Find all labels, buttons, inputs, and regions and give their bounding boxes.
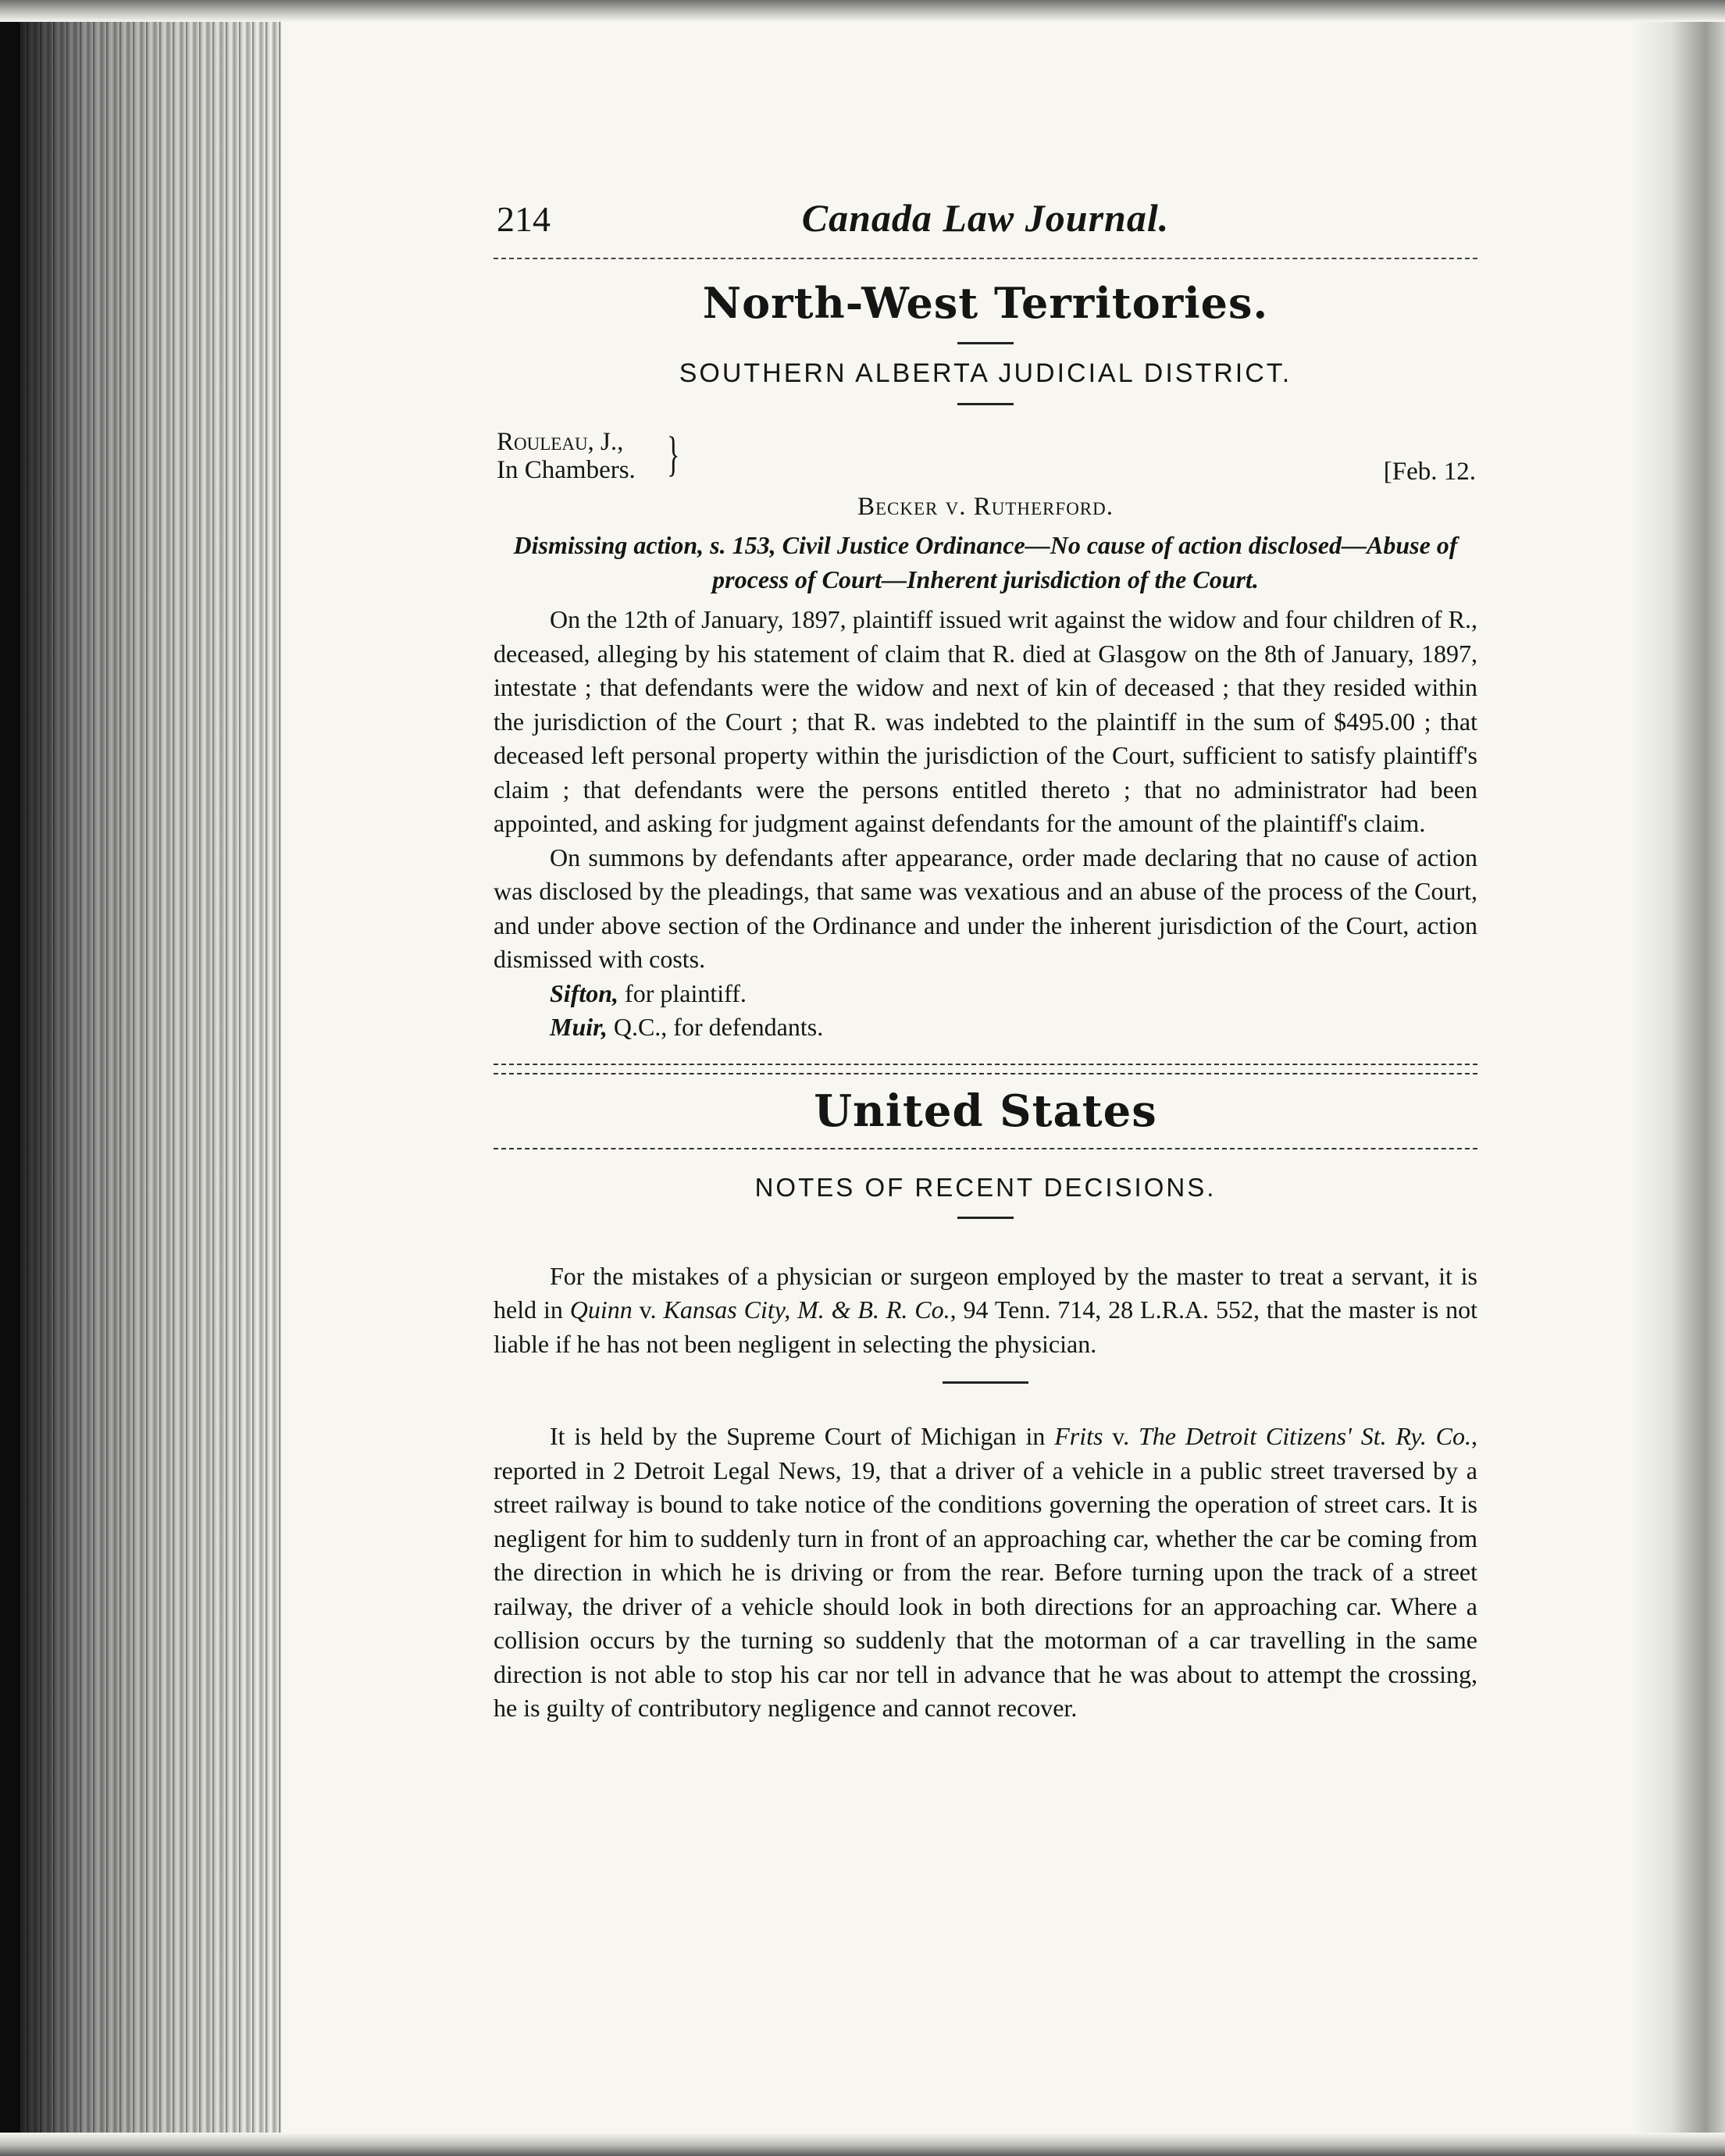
case-name: Becker v. Rutherford.	[857, 493, 1114, 521]
notes-heading: NOTES OF RECENT DECISIONS.	[754, 1172, 1217, 1202]
page-content	[494, 195, 1477, 1726]
divider	[957, 1217, 1014, 1219]
divider	[943, 1381, 1028, 1384]
body-paragraph: On summons by defendants after appearance, order made declaring that no cause of action was disclosed by the pleadings, that same was vexatious and an abuse of the process of the Court, and under above section of the Ordinance and under the inherent jurisdiction of the Court, action dismissed with costs.	[494, 843, 1477, 973]
case-versus: v.	[1103, 1422, 1139, 1450]
book-spine-shadow	[0, 0, 281, 2156]
district-heading: SOUTHERN ALBERTA JUDICIAL DISTRICT.	[679, 358, 1292, 388]
running-head	[494, 195, 1477, 259]
case-party: Frits	[1054, 1422, 1103, 1450]
note-paragraph	[494, 1420, 1477, 1726]
journal-title: Canada Law Journal.	[801, 196, 1170, 240]
spacer	[494, 1233, 1477, 1260]
brace-glyph: }	[667, 428, 680, 481]
note-text: It is held by the Supreme Court of Michigan in	[550, 1422, 1055, 1450]
case-party: The Detroit Citizens' St. Ry. Co.	[1139, 1422, 1471, 1450]
headnote: Dismissing action, s. 153, Civil Justice Ordinance—No cause of action disclosed—Abuse of process of Court—Inherent jurisdiction of the Court.	[513, 531, 1458, 593]
counsel-role: Q.C., for defendants.	[607, 1013, 824, 1041]
page-top-edge	[0, 0, 1725, 22]
section-title-nwt: North-West Territories.	[702, 278, 1269, 328]
section-divider	[494, 1064, 1477, 1074]
case-date: [Feb. 12.	[1383, 458, 1476, 486]
book-binding-edge	[0, 0, 20, 2156]
chambers-label: In Chambers.	[497, 456, 636, 484]
judge-block	[494, 427, 1477, 493]
divider	[957, 342, 1014, 344]
section-divider	[494, 1148, 1477, 1149]
counsel-line	[494, 977, 1477, 1011]
counsel-line	[494, 1010, 1477, 1045]
note-text: , 94 Tenn. 714, 28 L.R.A. 552, that the master is not liable if he has not been negligent in selecting the physician.	[494, 1295, 1478, 1358]
case-party: Quinn	[569, 1295, 633, 1324]
page-bottom-edge	[0, 2133, 1725, 2156]
page-right-edge	[1631, 0, 1725, 2156]
counsel-role: for plaintiff.	[618, 978, 747, 1007]
judge-name: Rouleau, J.,	[497, 428, 624, 456]
divider	[957, 403, 1014, 405]
note-text: , reported in 2 Detroit Legal News, 19, that a driver of a vehicle in a public street traversed by a street railway is bound to take notice of the conditions governing the operation of street cars. It is negligent for him to suddenly turn in front of an approaching car, whether the car be coming from the direction in which he is driving or from the rear. Before turning upon the track of a street railway, the driver of a vehicle should look in both directions for an approaching car. Where a collision occurs by the turning so suddenly that the motorman of a car travelling in the same direction is not able to stop his car nor tell in advance that he was about to attempt the crossing, he is guilty of contributory negligence and cannot recover.	[494, 1422, 1477, 1722]
page-number: 214	[497, 199, 551, 239]
case-versus: v.	[632, 1295, 664, 1324]
body-paragraph: On the 12th of January, 1897, plaintiff issued writ against the widow and four children of R., deceased, alleging by his statement of claim that R. died at Glasgow on the 8th of January, 1897, intestate ; that defendants were the widow and next of kin of deceased ; that they resided within the jurisdiction of the Court ; that R. was indebted to the plaintiff in the sum of $495.00 ; that deceased left personal property within the jurisdiction of the Court, sufficient to satisfy plaintiff's claim ; that defendants were the persons entitled thereto ; that no administrator had been appointed, and asking for judgment against defendants for the amount of the plaintiff's claim.	[494, 605, 1477, 837]
case-party: Kansas City, M. & B. R. Co.	[663, 1295, 950, 1324]
counsel-name: Muir,	[550, 1013, 608, 1041]
counsel-name: Sifton,	[550, 978, 619, 1007]
section-title-us: United States	[814, 1085, 1157, 1137]
note-paragraph	[494, 1260, 1477, 1362]
note-text: For the mistakes of a physician or surgeon employed by the master to treat a servant, it is held in	[494, 1261, 1477, 1324]
